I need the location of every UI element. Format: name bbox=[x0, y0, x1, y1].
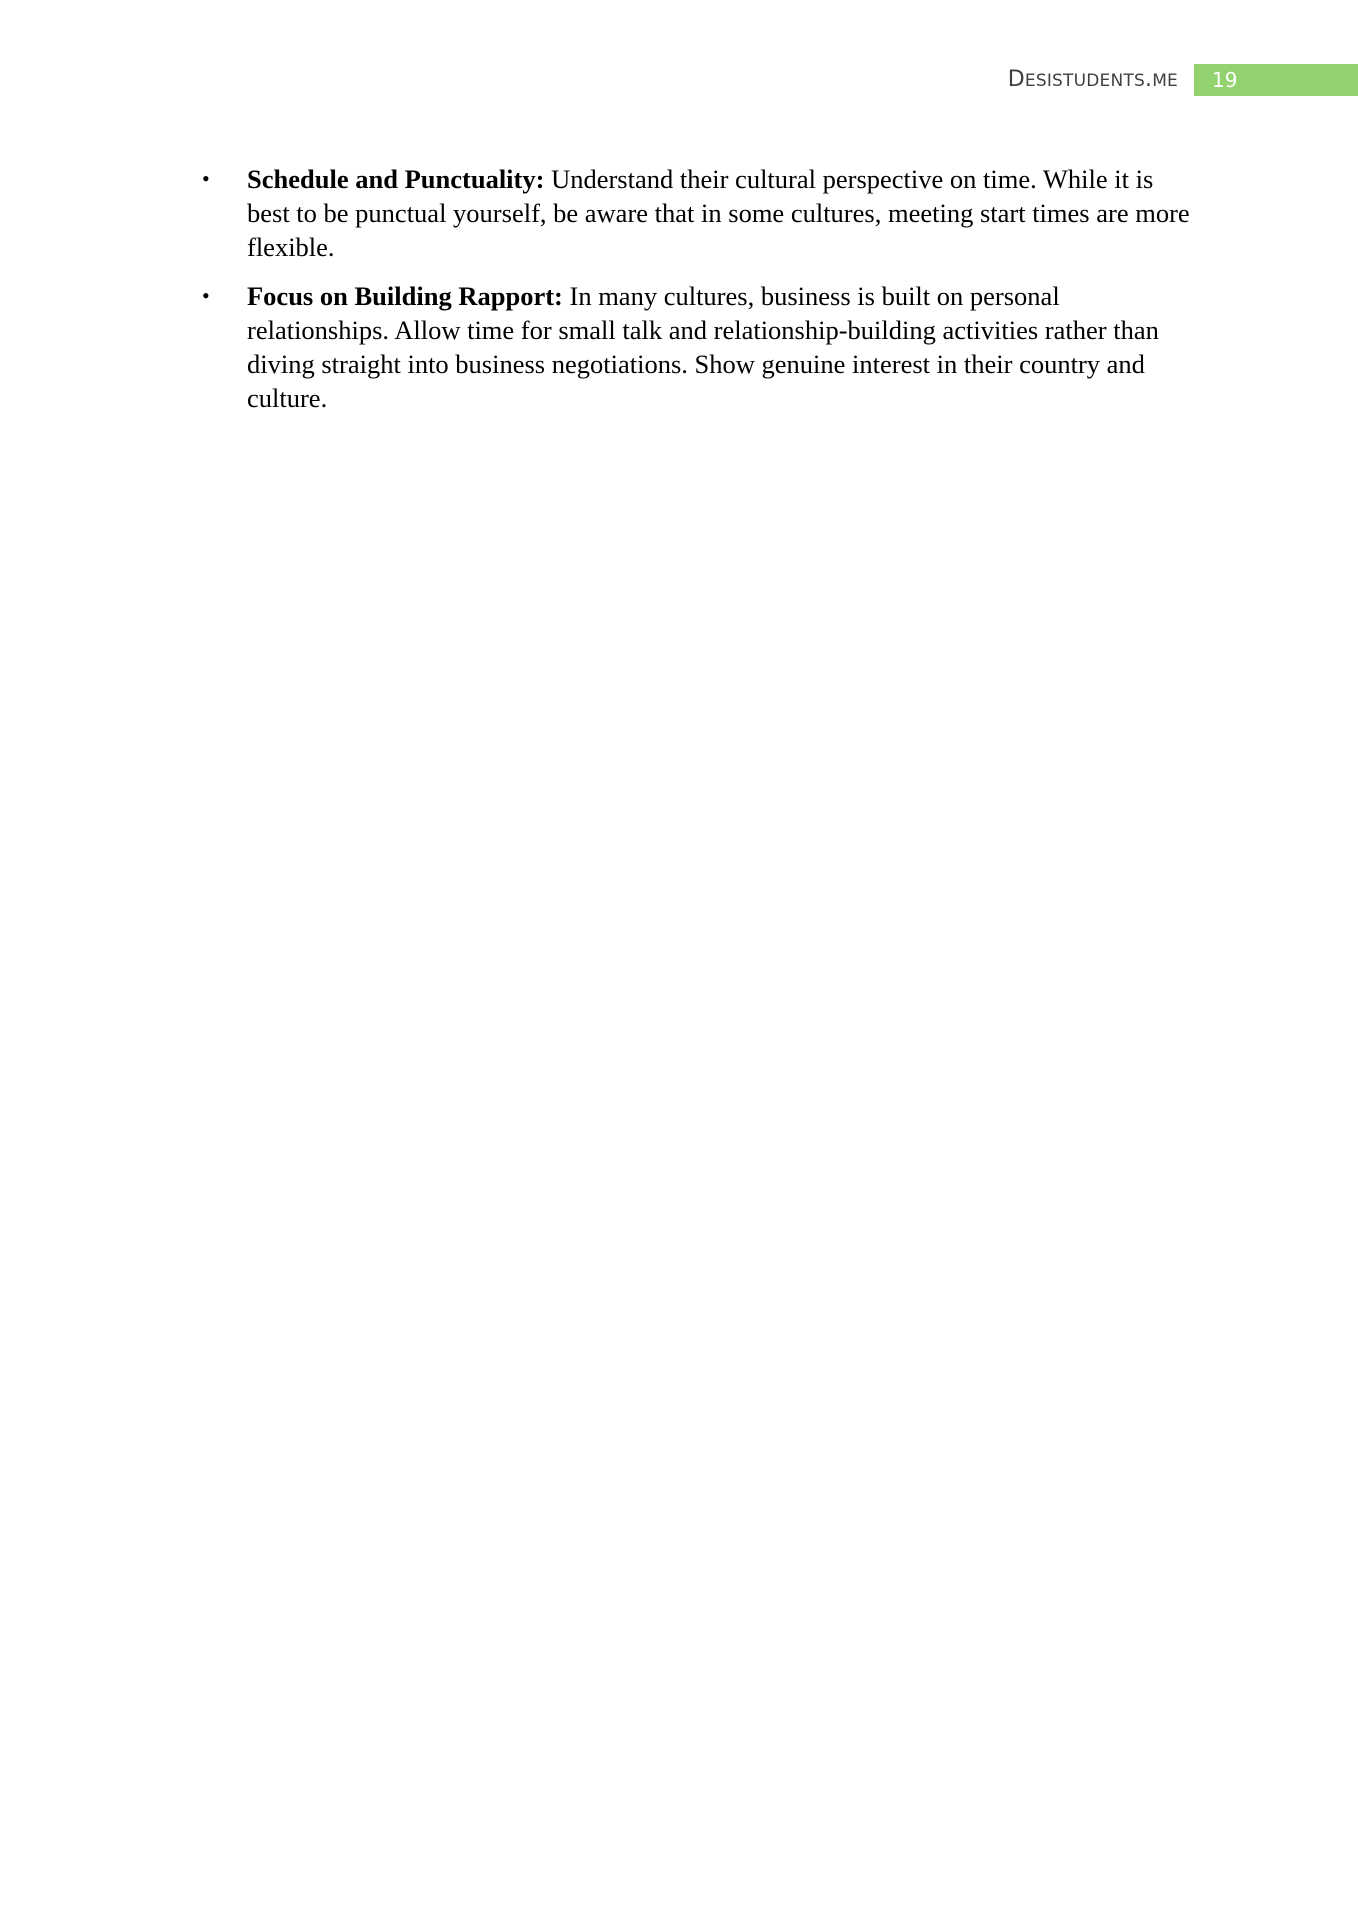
list-item-term: Schedule and Punctuality: bbox=[247, 164, 545, 194]
site-name-initial: D bbox=[1007, 66, 1025, 92]
site-name-rest: ESISTUDENTS bbox=[1024, 70, 1145, 91]
list-item-term: Focus on Building Rapport: bbox=[247, 281, 563, 311]
bullet-icon: • bbox=[202, 166, 210, 191]
page-content bbox=[202, 162, 1202, 430]
list-item bbox=[202, 162, 1202, 264]
site-name-tld: ME bbox=[1152, 70, 1178, 91]
page-number: 19 bbox=[1212, 68, 1238, 92]
bullet-icon: • bbox=[202, 283, 210, 308]
site-name bbox=[1008, 64, 1178, 97]
list-item bbox=[202, 279, 1202, 415]
page-number-box bbox=[1194, 64, 1358, 96]
page-header bbox=[1008, 64, 1358, 96]
list-item-text: In many cultures, business is built on personal relationships. Allow time for small talk and relationship-building activities rather than diving straight into business negotiations. Show genuine interest in their country and culture. bbox=[247, 281, 1159, 413]
list-item-text: Understand their cultural perspective on time. While it is best to be punctual yourself, be aware that in some cultures, meeting start times are more flexible. bbox=[247, 164, 1190, 262]
bullet-list bbox=[202, 162, 1202, 415]
site-name-dot: . bbox=[1144, 66, 1153, 92]
